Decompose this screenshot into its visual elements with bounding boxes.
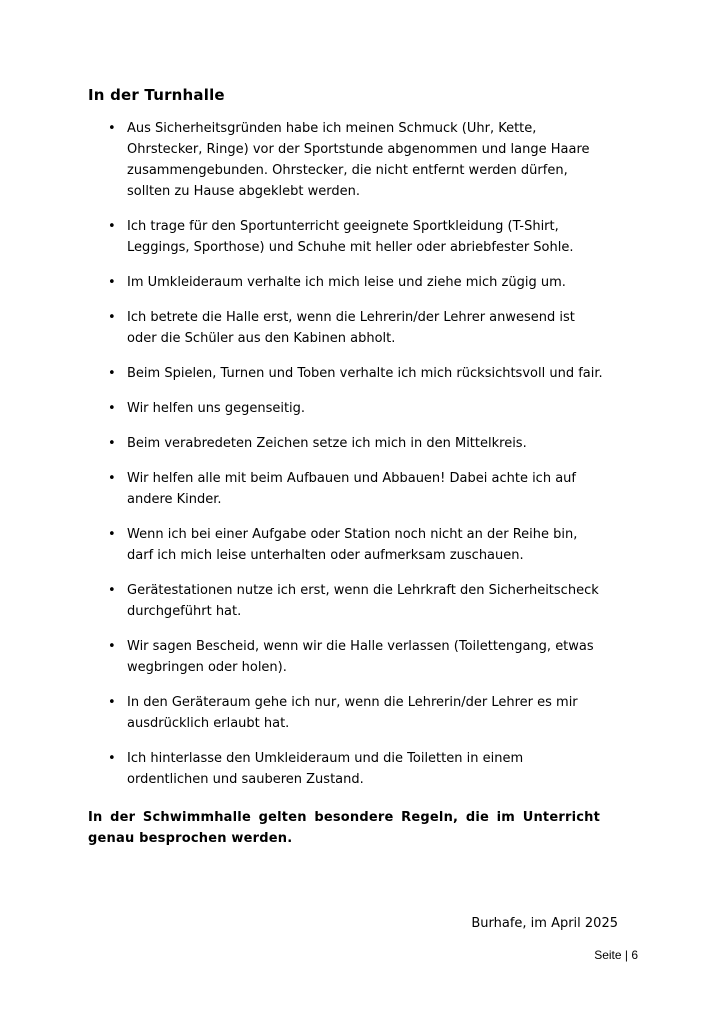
bullet-icon: • xyxy=(108,639,116,654)
rule-text: Ich trage für den Sportunterricht geeignete Sportkleidung (T-Shirt, Leggings, Sporthose) und Schuhe mit heller oder abriebfester Sohle. xyxy=(127,219,574,255)
signature-line: Burhafe, im April 2025 xyxy=(471,916,618,931)
rule-text: Beim verabredeten Zeichen setze ich mich in den Mittelkreis. xyxy=(127,436,527,451)
rule-text: Wir helfen uns gegenseitig. xyxy=(127,401,306,416)
rule-item xyxy=(88,433,603,454)
bullet-icon: • xyxy=(108,527,116,542)
bullet-icon: • xyxy=(108,366,116,381)
rule-text: Wir sagen Bescheid, wenn wir die Halle verlassen (Toilettengang, etwas wegbringen oder holen). xyxy=(127,639,594,675)
rule-text: Ich betrete die Halle erst, wenn die Lehrerin/der Lehrer anwesend ist oder die Schüler aus den Kabinen abholt. xyxy=(127,310,575,346)
bullet-icon: • xyxy=(108,310,116,325)
bullet-icon: • xyxy=(108,471,116,486)
rule-text: Beim Spielen, Turnen und Toben verhalte ich mich rücksichtsvoll und fair. xyxy=(127,366,603,381)
rule-text: Wir helfen alle mit beim Aufbauen und Abbauen! Dabei achte ich auf andere Kinder. xyxy=(127,471,576,507)
rule-text: Im Umkleideraum verhalte ich mich leise und ziehe mich zügig um. xyxy=(127,275,566,290)
rule-item xyxy=(88,692,603,734)
bullet-icon: • xyxy=(108,583,116,598)
bullet-icon: • xyxy=(108,436,116,451)
bullet-icon: • xyxy=(108,401,116,416)
rule-item xyxy=(88,580,603,622)
rule-text: Ich hinterlasse den Umkleideraum und die Toiletten in einem ordentlichen und sauberen Zustand. xyxy=(127,751,524,787)
rule-item xyxy=(88,748,603,790)
rule-text: Gerätestationen nutze ich erst, wenn die Lehrkraft den Sicherheitscheck durchgeführt hat. xyxy=(127,583,599,619)
section-heading: In der Turnhalle xyxy=(88,86,225,104)
rule-item xyxy=(88,272,603,293)
closing-statement: In der Schwimmhalle gelten besondere Regeln, die im Unterricht genau besprochen werden. xyxy=(88,810,600,846)
bullet-icon: • xyxy=(108,121,116,136)
bullet-icon: • xyxy=(108,751,116,766)
rule-item xyxy=(88,118,603,202)
rule-item xyxy=(88,524,603,566)
bullet-icon: • xyxy=(108,275,116,290)
rule-item xyxy=(88,216,603,258)
rule-text: In den Geräteraum gehe ich nur, wenn die Lehrerin/der Lehrer es mir ausdrücklich erlaubt hat. xyxy=(127,695,578,731)
rule-text: Wenn ich bei einer Aufgabe oder Station noch nicht an der Reihe bin, darf ich mich leise unterhalten oder aufmerksam zuschauen. xyxy=(127,527,578,563)
page-number: Seite | 6 xyxy=(594,948,638,962)
rule-item xyxy=(88,363,603,384)
bullet-icon: • xyxy=(108,695,116,710)
rule-item xyxy=(88,636,603,678)
rules-list xyxy=(88,118,603,790)
rule-item xyxy=(88,398,603,419)
rule-item xyxy=(88,307,603,349)
rule-text: Aus Sicherheitsgründen habe ich meinen Schmuck (Uhr, Kette, Ohrstecker, Ringe) vor der Sportstunde abgenommen und lange Haare zusammengebunden. Ohrstecker, die nicht entfernt werden dürfen, sollten zu Hause abgeklebt werden. xyxy=(127,121,590,199)
bullet-icon: • xyxy=(108,219,116,234)
rule-item xyxy=(88,468,603,510)
